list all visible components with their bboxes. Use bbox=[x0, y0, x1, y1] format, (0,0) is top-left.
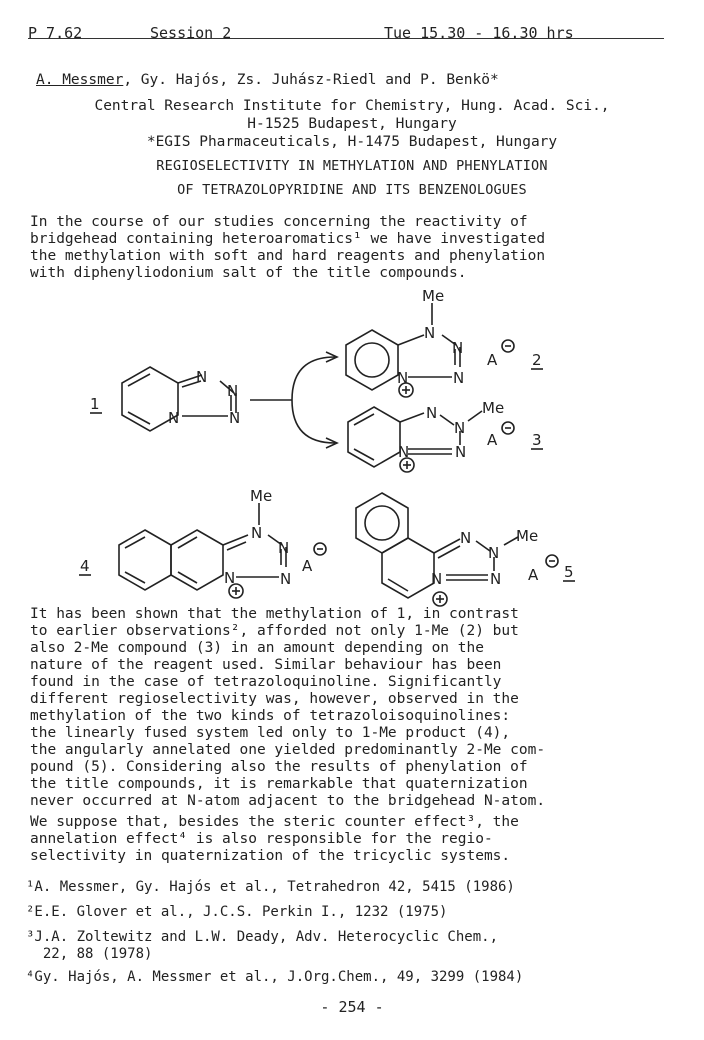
reference-item: ⁴Gy. Hajós, A. Messmer et al., J.Org.Chem., 49, 3299 (1984) bbox=[26, 969, 524, 985]
reference-item: ³J.A. Zoltewitz and L.W. Deady, Adv. Heterocyclic Chem., bbox=[26, 929, 499, 945]
anion-label: A bbox=[487, 351, 498, 369]
session-time: Tue 15.30 - 16.30 hrs bbox=[384, 24, 574, 42]
anion-label: A bbox=[487, 431, 498, 449]
compound-2-structure bbox=[346, 303, 514, 397]
atom-n: N bbox=[490, 570, 502, 588]
methyl-label: Me bbox=[516, 527, 539, 545]
body-line: also 2-Me compound (3) in an amount depending on the bbox=[30, 640, 484, 656]
co-authors: , Gy. Hajós, Zs. Juhász-Riedl and P. Benkö* bbox=[123, 72, 499, 88]
compound-label: 4 bbox=[80, 557, 90, 575]
body-line: pound (5). Considering also the results of phenylation of bbox=[30, 759, 528, 775]
intro-line: with diphenyliodonium salt of the title compounds. bbox=[30, 265, 467, 281]
body-line: methylation of the two kinds of tetrazoloisoquinolines: bbox=[30, 708, 511, 724]
affiliation-line: Central Research Institute for Chemistry, Hung. Acad. Sci., bbox=[94, 98, 610, 114]
body-line: selectivity in quaternization of the tricyclic systems. bbox=[30, 848, 511, 864]
body-line: to earlier observations², afforded not only 1-Me (2) but bbox=[30, 623, 519, 639]
author-line bbox=[36, 72, 499, 88]
compound-label: 1 bbox=[90, 395, 100, 413]
reference-item: ²E.E. Glover et al., J.C.S. Perkin I., 1232 (1975) bbox=[26, 904, 448, 920]
atom-n: N bbox=[431, 570, 443, 588]
body-line: We suppose that, besides the steric counter effect³, the bbox=[30, 814, 519, 830]
reference-item: 22, 88 (1978) bbox=[26, 946, 153, 962]
atom-n: N bbox=[278, 539, 290, 557]
compound-label: 3 bbox=[532, 431, 542, 449]
atom-n: N bbox=[488, 544, 500, 562]
atom-n: N bbox=[453, 369, 465, 387]
page-number: - 254 - bbox=[320, 998, 384, 1016]
atom-n: N bbox=[398, 443, 410, 461]
reference-item: ¹A. Messmer, Gy. Hajós et al., Tetrahedron 42, 5415 (1986) bbox=[26, 879, 515, 895]
affiliation-line: H-1525 Budapest, Hungary bbox=[247, 116, 457, 132]
compound-label: 2 bbox=[532, 351, 542, 369]
atom-n: N bbox=[454, 419, 466, 437]
body-line: found in the case of tetrazoloquinoline. Significantly bbox=[30, 674, 502, 690]
compound-4-structure bbox=[119, 503, 326, 598]
body-line: annelation effect⁴ is also responsible for the regio- bbox=[30, 831, 493, 847]
atom-n: N bbox=[224, 569, 236, 587]
compound-label: 5 bbox=[564, 563, 574, 581]
reaction-scheme bbox=[0, 285, 704, 610]
paper-title-line: REGIOSELECTIVITY IN METHYLATION AND PHENYLATION bbox=[156, 158, 548, 174]
body-line: different regioselectivity was, however, observed in the bbox=[30, 691, 519, 707]
atom-n: N bbox=[227, 382, 239, 400]
anion-label: A bbox=[302, 557, 313, 575]
atom-n: N bbox=[426, 404, 438, 422]
affiliation-line: *EGIS Pharmaceuticals, H-1475 Budapest, Hungary bbox=[146, 134, 558, 150]
body-line: nature of the reagent used. Similar behaviour has been bbox=[30, 657, 502, 673]
anion-label: A bbox=[528, 566, 539, 584]
session-label: Session 2 bbox=[150, 24, 232, 42]
presenting-author: A. Messmer bbox=[36, 72, 124, 88]
methyl-label: Me bbox=[422, 287, 445, 305]
intro-line: bridgehead containing heteroaromatics¹ we have investigated bbox=[30, 231, 546, 247]
atom-n: N bbox=[229, 409, 241, 427]
paper-title-line: OF TETRAZOLOPYRIDINE AND ITS BENZENOLOGUES bbox=[177, 182, 527, 198]
body-line: It has been shown that the methylation of 1, in contrast bbox=[30, 606, 519, 622]
atom-n: N bbox=[424, 324, 436, 342]
atom-n: N bbox=[280, 570, 292, 588]
page-header bbox=[28, 24, 664, 42]
atom-n: N bbox=[251, 524, 263, 542]
body-line: the angularly annelated one yielded predominantly 2-Me com- bbox=[30, 742, 546, 758]
methyl-label: Me bbox=[482, 399, 505, 417]
atom-n: N bbox=[455, 443, 467, 461]
abstract-code: P 7.62 bbox=[28, 24, 83, 42]
atom-n: N bbox=[460, 529, 472, 547]
atom-n: N bbox=[397, 369, 409, 387]
intro-line: In the course of our studies concerning the reactivity of bbox=[30, 214, 528, 230]
atom-n: N bbox=[168, 409, 180, 427]
body-line: the title compounds, it is remarkable that quaternization bbox=[30, 776, 528, 792]
body-line: never occurred at N-atom adjacent to the bridgehead N-atom. bbox=[30, 793, 546, 809]
intro-line: the methylation with soft and hard reagents and phenylation bbox=[30, 248, 546, 264]
methyl-label: Me bbox=[250, 487, 273, 505]
atom-n: N bbox=[452, 339, 464, 357]
reaction-arrows bbox=[250, 352, 337, 448]
compound-5-structure bbox=[356, 493, 558, 606]
atom-n: N bbox=[196, 368, 208, 386]
body-line: the linearly fused system led only to 1-Me product (4), bbox=[30, 725, 511, 741]
header-rule bbox=[28, 38, 664, 39]
